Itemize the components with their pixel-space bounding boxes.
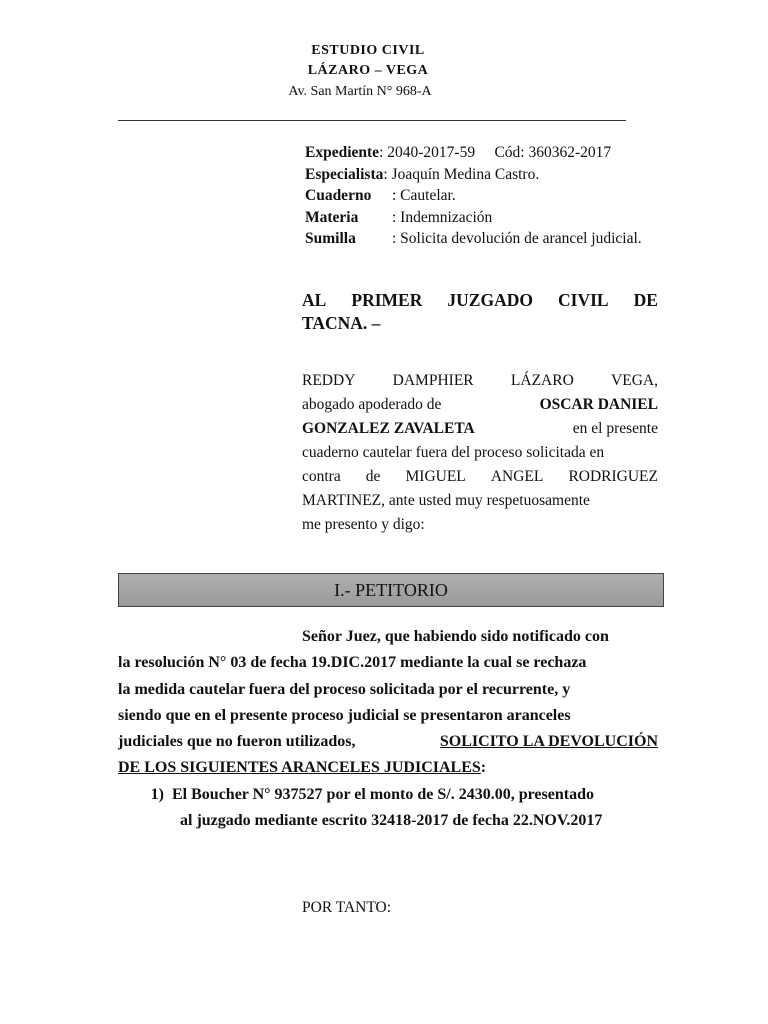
list-item bbox=[118, 782, 658, 835]
sumilla-row bbox=[305, 228, 657, 250]
intro-line-1 bbox=[302, 369, 658, 393]
petitorio-line-4 bbox=[118, 703, 658, 729]
petitorio-line-6 bbox=[118, 755, 658, 781]
intro-line-5 bbox=[302, 465, 658, 489]
firm-name: ESTUDIO CIVIL bbox=[311, 43, 425, 58]
intro-word: LÁZARO bbox=[510, 372, 574, 389]
intro-word: REDDY bbox=[302, 372, 356, 389]
materia-row bbox=[305, 207, 657, 229]
client-name-part: GONZALEZ ZAVALETA bbox=[302, 420, 475, 437]
intro-line-6 bbox=[302, 489, 658, 513]
list-item-text bbox=[172, 782, 658, 835]
petitorio-text: siendo que en el presente proceso judicial se presentaron aranceles bbox=[118, 706, 571, 724]
petitorio-text: judiciales que no fueron utilizados, bbox=[118, 733, 356, 751]
intro-text: en el presente bbox=[572, 420, 658, 437]
list-item-line-2 bbox=[172, 808, 658, 834]
section-heading-petitorio: I.- PETITORIO bbox=[118, 573, 664, 607]
addressee-line-2: TACNA. – bbox=[302, 313, 381, 333]
addressee-line-1 bbox=[302, 289, 658, 312]
client-name-part: OSCAR DANIEL bbox=[539, 396, 658, 413]
sumilla-label: Sumilla bbox=[305, 230, 356, 247]
intro-word: VEGA, bbox=[611, 372, 658, 389]
intro-line-2 bbox=[302, 393, 658, 417]
intro-text: me presento y digo: bbox=[302, 516, 425, 533]
petitorio-line-2 bbox=[118, 650, 658, 676]
addressee bbox=[302, 289, 658, 335]
header-divider bbox=[118, 120, 626, 121]
petitorio-line-5 bbox=[118, 729, 658, 755]
materia-value: : Indemnización bbox=[392, 208, 493, 226]
request-emphasis: SOLICITO LA DEVOLUCIÓN bbox=[439, 733, 658, 751]
intro-word: RODRIGUEZ bbox=[568, 468, 658, 485]
intro-word: de bbox=[365, 468, 381, 485]
addressee-word: DE bbox=[633, 290, 658, 310]
sumilla-value: : Solicita devolución de arancel judicial. bbox=[392, 230, 642, 247]
addressee-word: CIVIL bbox=[558, 290, 609, 310]
cuaderno-label: Cuaderno bbox=[305, 187, 372, 204]
list-item-line: al juzgado mediante escrito 32418-2017 de fecha 22.NOV.2017 bbox=[180, 812, 603, 830]
petitorio-line-1 bbox=[118, 624, 658, 650]
especialista-value: : Joaquín Medina Castro. bbox=[383, 165, 540, 183]
request-emphasis: DE LOS SIGUIENTES ARANCELES JUDICIALES bbox=[118, 759, 481, 777]
intro-line-3 bbox=[302, 417, 658, 441]
cuaderno-row bbox=[305, 185, 657, 207]
petitorio-text: la resolución N° 03 de fecha 19.DIC.2017 mediante la cual se rechaza bbox=[118, 654, 587, 672]
petitorio-text: Señor Juez, que habiendo sido notificado con bbox=[302, 628, 609, 645]
especialista-row bbox=[305, 164, 657, 186]
closing-label: POR TANTO: bbox=[302, 899, 392, 916]
firm-partners: LÁZARO – VEGA bbox=[307, 63, 429, 78]
intro-paragraph bbox=[302, 369, 658, 537]
intro-word: contra bbox=[302, 468, 341, 485]
especialista-label: Especialista bbox=[305, 165, 384, 183]
petitorio-text: : bbox=[480, 759, 487, 777]
expediente-label: Expediente bbox=[305, 144, 380, 161]
addressee-word: JUZGADO bbox=[447, 290, 533, 310]
cuaderno-value: : Cautelar. bbox=[392, 187, 456, 204]
case-metadata bbox=[305, 142, 657, 250]
intro-text: abogado apoderado de bbox=[302, 396, 442, 413]
intro-text: cuaderno cautelar fuera del proceso solicitada en bbox=[302, 444, 605, 461]
expediente-value: : 2040-2017-59 Cód: 360362-2017 bbox=[379, 144, 612, 161]
list-item-line: El Boucher N° 937527 por el monto de S/. 2430.00, presentado bbox=[172, 785, 594, 803]
intro-word: DAMPHIER bbox=[392, 372, 474, 389]
intro-line-4 bbox=[302, 441, 658, 465]
intro-text: MARTINEZ, ante usted muy respetuosamente bbox=[302, 492, 590, 509]
expediente-row bbox=[305, 142, 657, 164]
list-item-number: 1) bbox=[150, 785, 164, 803]
petitorio-line-3 bbox=[118, 677, 658, 703]
materia-label: Materia bbox=[305, 208, 359, 226]
addressee-word: PRIMER bbox=[351, 290, 423, 310]
intro-word: MIGUEL bbox=[405, 468, 466, 485]
intro-line-7 bbox=[302, 513, 658, 537]
firm-address: Av. San Martín N° 968-A bbox=[288, 84, 432, 99]
petitorio-body bbox=[118, 624, 658, 834]
petitorio-text: la medida cautelar fuera del proceso solicitada por el recurrente, y bbox=[118, 680, 571, 698]
list-item-line-1 bbox=[172, 782, 658, 808]
addressee-word: AL bbox=[302, 290, 327, 310]
intro-word: ANGEL bbox=[490, 468, 544, 485]
